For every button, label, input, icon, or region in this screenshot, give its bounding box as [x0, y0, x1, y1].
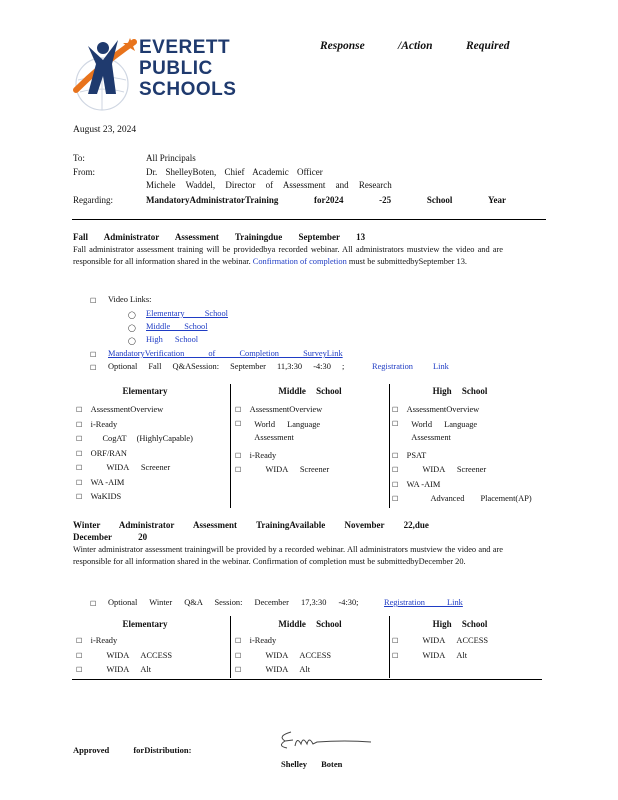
fall-registration-link[interactable]: Registration Link — [372, 362, 449, 371]
fall-paragraph-text: Fall administrator assessment training will be providedbya recorded webinar. All administrators mustview the video and are responsible for all information shared in the webinar. — [73, 245, 503, 266]
list-item: ☐ WIDA Screener — [76, 463, 171, 472]
list-item: ☐ i-Ready — [235, 450, 277, 460]
winter-optional-session: Optional Winter Q&A Session: December 17,3:30 -4:30; — [108, 598, 359, 607]
approved-label: Approved forDistribution: — [73, 745, 192, 755]
checkbox-bullet-icon: ☐ — [90, 297, 97, 305]
fall-confirmation-link[interactable]: Confirmation of completion — [252, 256, 347, 266]
list-item: ☐ WIDA Screener — [392, 465, 487, 474]
column-divider — [389, 616, 390, 678]
action-label: /Action — [398, 40, 433, 52]
divider-top — [72, 219, 546, 220]
video-link-high[interactable]: High School — [146, 335, 199, 344]
from-label: From: — [73, 167, 96, 177]
fall-paragraph-deadline: must be submittedbySeptember 13. — [348, 256, 468, 266]
circle-bullet-icon: ◯ — [128, 311, 136, 319]
list-item: ☐ AssessmentOverview — [392, 405, 480, 414]
column-divider — [230, 616, 231, 678]
fall-elementary-list — [76, 403, 226, 505]
list-item: ☐ WIDA ACCESS — [235, 650, 332, 660]
verification-survey-link[interactable]: MandatoryVerification of Completion SurveyLink — [108, 349, 343, 358]
winter-middle-list — [235, 634, 385, 678]
checkbox-bullet-icon: ☐ — [90, 351, 97, 359]
winter-col-high-title: High School — [432, 619, 488, 629]
list-item: ☐ AssessmentOverview — [235, 405, 323, 414]
checkbox-bullet-icon: ☐ — [90, 364, 97, 372]
fall-col-elementary-title: Elementary — [122, 386, 168, 396]
list-item: ☐ i-Ready — [235, 636, 277, 645]
video-link-middle[interactable]: Middle School — [146, 322, 208, 331]
regarding-label: Regarding: — [73, 195, 113, 205]
list-item: ☐ CogAT (HighlyCapable) — [76, 434, 193, 443]
list-item: ☐ i-Ready — [76, 636, 118, 645]
regarding-part-a: MandatoryAdministratorTraining — [146, 195, 279, 205]
list-item: ☐ WA -AIM — [76, 477, 125, 487]
winter-col-elementary-title: Elementary — [122, 619, 168, 629]
logo-figure-icon — [72, 34, 142, 112]
response-label: Response — [320, 40, 365, 52]
from-value-1: Dr. ShelleyBoten, Chief Academic Officer — [146, 167, 323, 177]
list-item: ☐ WIDA Screener — [235, 465, 330, 474]
list-item: ☐ WIDA ACCESS — [76, 650, 173, 660]
divider-bottom — [72, 679, 542, 680]
regarding-part-b: for2024 — [314, 195, 344, 205]
regarding-part-d: School — [426, 195, 453, 205]
required-label: Required — [466, 40, 510, 52]
logo-line-2: PUBLIC — [139, 58, 213, 79]
list-item: ☐ WIDA Alt — [235, 665, 311, 674]
winter-heading-date: December 20 — [73, 532, 148, 542]
list-item: ☐ PSAT — [392, 450, 427, 460]
to-label: To: — [73, 153, 85, 163]
logo-line-3: SCHOOLS — [139, 79, 237, 100]
signer-name: Shelley Boten — [281, 759, 343, 769]
circle-bullet-icon: ◯ — [128, 337, 136, 345]
fall-paragraph — [73, 244, 503, 267]
list-item: ☐ World Language Assessment — [235, 419, 321, 442]
winter-registration-link[interactable]: Registration Link — [384, 598, 463, 607]
logo-text — [139, 37, 236, 100]
winter-heading: Winter Administrator Assessment TrainingAvailable November 22,due — [73, 520, 429, 530]
winter-paragraph: Winter administrator assessment trainingwill be provided by a recorded webinar. All administrators mustview the video and are responsible for all information shared in the webinar. Confirmation of completion must be submittedbyDecember 20. — [73, 545, 503, 566]
winter-high-list — [392, 634, 542, 663]
regarding-part-e: Year — [487, 195, 506, 205]
list-item: ☐ WIDA ACCESS — [392, 636, 489, 645]
checkbox-bullet-icon: ☐ — [90, 600, 97, 608]
list-item: ☐ AssessmentOverview — [76, 405, 164, 414]
list-item: ☐ WA -AIM — [392, 479, 441, 489]
memo-date: August 23, 2024 — [73, 125, 137, 135]
fall-optional-session: Optional Fall Q&ASession: September 11,3:30 -4:30 ; — [108, 362, 345, 371]
list-item: ☐ WIDA Alt — [392, 650, 468, 660]
district-logo — [72, 34, 262, 112]
regarding-value — [146, 195, 506, 205]
winter-col-middle-title: Middle School — [278, 619, 342, 629]
circle-bullet-icon: ◯ — [128, 324, 136, 332]
list-item: ☐ World Language Assessment — [392, 419, 478, 442]
fall-col-middle-title: Middle School — [278, 386, 342, 396]
video-links-label: Video Links: — [108, 295, 152, 304]
list-item: ☐ ORF/RAN — [76, 448, 127, 458]
signature-icon — [275, 728, 375, 754]
list-item: ☐ Advanced Placement(AP) — [392, 494, 532, 503]
winter-elementary-list — [76, 634, 226, 678]
list-item: ☐ WIDA Alt — [76, 665, 152, 674]
fall-middle-list — [235, 403, 385, 478]
fall-col-high-title: High School — [432, 386, 488, 396]
from-value-2: Michele Waddel, Director of Assessment and Research — [146, 180, 392, 190]
column-divider — [389, 384, 390, 508]
list-item: ☐ i-Ready — [76, 419, 118, 429]
list-item: ☐ WaKIDS — [76, 492, 122, 501]
column-divider — [230, 384, 231, 508]
logo-line-1: EVERETT — [139, 37, 231, 58]
to-value: All Principals — [146, 153, 196, 163]
regarding-part-c: -25 — [379, 195, 392, 205]
fall-heading: Fall Administrator Assessment Trainingdue September 13 — [73, 232, 366, 242]
fall-high-list — [392, 403, 542, 507]
video-link-elementary[interactable]: Elementary School — [146, 309, 228, 318]
